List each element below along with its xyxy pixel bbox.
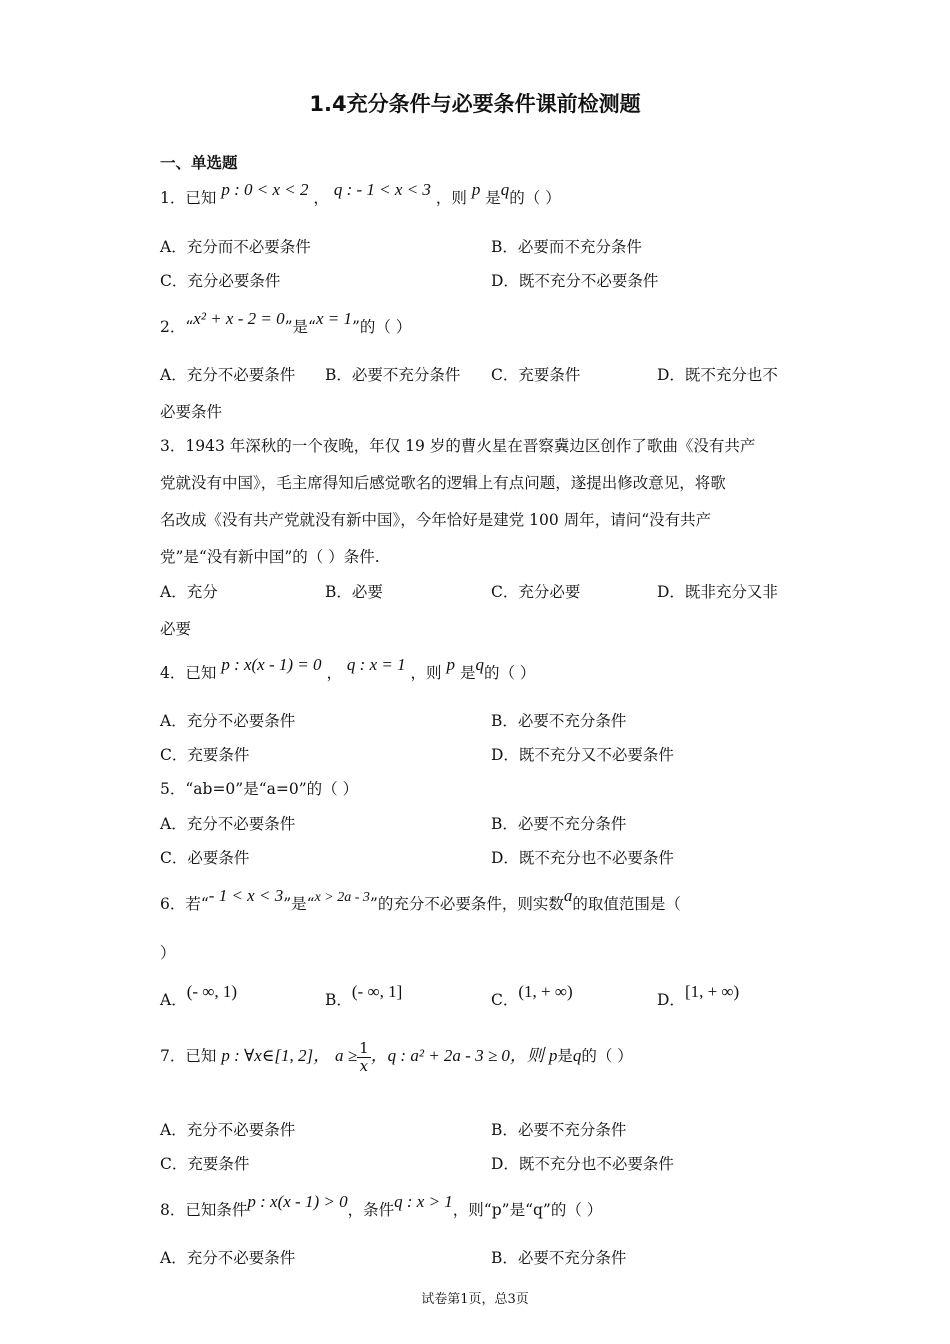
q6-a-expr: (- ∞, 1) — [186, 982, 238, 1001]
q6-a-label: A． — [160, 991, 187, 1009]
q1-sep: ， — [313, 189, 329, 207]
q6-expr1: - 1 < x < 3 — [208, 886, 284, 905]
q1-qv: q — [500, 180, 510, 199]
q6-b-label: B． — [325, 991, 352, 1009]
q7-ineq: a ≥ — [335, 1046, 358, 1065]
q3-option-a[interactable]: A．充分 — [160, 583, 218, 601]
q7-qv: q — [572, 1046, 582, 1065]
q1-mid: ，则 — [435, 189, 467, 207]
q1-option-b[interactable]: B．必要而不充分条件 — [491, 238, 642, 256]
q6-option-a[interactable] — [160, 982, 238, 1010]
q7-option-a[interactable]: A．充分不必要条件 — [160, 1121, 296, 1139]
q5-option-c[interactable]: C．必要条件 — [160, 849, 250, 867]
q1-stem: 1．已知 — [160, 189, 217, 207]
question-2 — [160, 309, 412, 337]
q2-expr1: x² + x - 2 = 0 — [193, 309, 285, 328]
q2-expr2: x = 1 — [315, 309, 352, 328]
q7-fraction — [357, 1040, 371, 1074]
q3-line-1: 3．1943 年深秋的一个夜晚，年仅 19 岁的曹火星在晋察冀边区创作了歌曲《没有共产 — [160, 437, 756, 455]
q8-q-expr: q : x > 1 — [394, 1192, 453, 1211]
q7-q-expr: ，q : a² + 2a - 3 ≥ 0，则 — [370, 1046, 544, 1065]
q1-option-a[interactable]: A．充分而不必要条件 — [160, 238, 311, 256]
q3-option-c[interactable]: C．充分必要 — [491, 583, 581, 601]
q3-option-d[interactable]: D．既非充分又非 — [657, 583, 778, 601]
q7-is: 是 — [557, 1047, 573, 1065]
q2-option-c[interactable]: C．充要条件 — [491, 366, 581, 384]
q1-option-c[interactable]: C．充分必要条件 — [160, 272, 281, 290]
q1-tail: 的（ ） — [509, 189, 561, 207]
q4-p-expr: p : x(x - 1) = 0 — [221, 655, 322, 674]
q6-c-label: C． — [491, 991, 519, 1009]
q2-option-a[interactable]: A．充分不必要条件 — [160, 366, 296, 384]
q7-option-b[interactable]: B．必要不充分条件 — [491, 1121, 627, 1139]
q7-stem: 7．已知 — [160, 1047, 217, 1065]
q1-is: 是 — [485, 189, 501, 207]
q2-option-d[interactable]: D．既不充分也不 — [657, 366, 778, 384]
question-4 — [160, 655, 536, 683]
q7-option-d[interactable]: D．既不充分也不必要条件 — [491, 1155, 674, 1173]
q2-tail: ”的（ ） — [351, 318, 412, 336]
q8-option-a[interactable]: A．充分不必要条件 — [160, 1249, 296, 1267]
q4-sep: ， — [326, 664, 342, 682]
q6-option-c[interactable] — [491, 982, 573, 1010]
q6-tail: 的取值范围是（ — [572, 895, 681, 913]
q7-option-c[interactable]: C．充要条件 — [160, 1155, 250, 1173]
q3-line-4: 党”是“没有新中国”的（ ）条件. — [160, 548, 380, 566]
q2-is: ”是“ — [284, 318, 316, 336]
q1-option-d[interactable]: D．既不充分不必要条件 — [491, 272, 659, 290]
q1-p-expr: p : 0 < x < 2 — [221, 180, 309, 199]
q8-option-b[interactable]: B．必要不充分条件 — [491, 1249, 627, 1267]
question-5: 5．“ab=0”是“a=0”的（ ） — [160, 780, 359, 798]
q5-option-a[interactable]: A．充分不必要条件 — [160, 815, 296, 833]
q6-b-expr: (- ∞, 1] — [351, 982, 403, 1001]
q3-option-b[interactable]: B．必要 — [325, 583, 383, 601]
question-6 — [160, 886, 681, 914]
q7-pv: p — [548, 1046, 558, 1065]
q6-d-label: D． — [657, 991, 685, 1009]
q7-p-expr: p : ∀x∈[1, 2]， — [221, 1046, 331, 1065]
q7-frac-num: 1 — [359, 1039, 369, 1057]
q4-qv: q — [475, 655, 484, 674]
question-8 — [160, 1192, 603, 1220]
page-title: 1.4充分条件与必要条件课前检测题 — [309, 92, 641, 116]
q6-stem-cont: ） — [160, 944, 176, 962]
q8-stem: 8．已知条件 — [160, 1201, 248, 1219]
q4-is: 是 — [459, 664, 476, 682]
q5-option-d[interactable]: D．既不充分也不必要条件 — [491, 849, 674, 867]
q4-q-expr: q : x = 1 — [346, 655, 406, 674]
q6-c-expr: (1, + ∞) — [518, 982, 573, 1001]
q4-option-d[interactable]: D．既不充分又不必要条件 — [491, 746, 674, 764]
q4-stem: 4．已知 — [160, 664, 217, 682]
q2-option-b[interactable]: B．必要不充分条件 — [325, 366, 461, 384]
q4-pv: p — [446, 655, 455, 674]
q6-stem: 6．若“ — [160, 895, 209, 913]
q7-tail: 的（ ） — [581, 1047, 633, 1065]
q6-av: a — [563, 886, 573, 905]
q3-line-2: 党就没有中国》，毛主席得知后感觉歌名的逻辑上有点问题，遂提出修改意见，将歌 — [160, 474, 726, 492]
q4-mid: ，则 — [410, 664, 442, 682]
q6-option-d[interactable] — [657, 982, 740, 1010]
question-7 — [160, 1040, 633, 1074]
q6-option-b[interactable] — [325, 982, 403, 1010]
q3-option-d-cont: 必要 — [160, 620, 192, 638]
q4-option-c[interactable]: C．充要条件 — [160, 746, 250, 764]
q1-pv: p — [471, 180, 481, 199]
q6-is: ”是“ — [283, 895, 315, 913]
q1-q-expr: q : - 1 < x < 3 — [333, 180, 431, 199]
q3-line-3: 名改成《没有共产党就没有新中国》，今年恰好是建党 100 周年，请问“没有共产 — [160, 511, 712, 529]
q8-tail: ，则“p”是“q”的（ ） — [452, 1201, 603, 1219]
q4-tail: 的（ ） — [483, 664, 536, 682]
q6-mid: ”的充分不必要条件，则实数 — [369, 895, 564, 913]
section-heading: 一、单选题 — [160, 154, 238, 172]
question-1 — [160, 180, 561, 208]
q4-option-b[interactable]: B．必要不充分条件 — [491, 712, 627, 730]
q2-stem: 2．“ — [160, 318, 194, 336]
q4-option-a[interactable]: A．充分不必要条件 — [160, 712, 296, 730]
q7-frac-den: x — [359, 1056, 369, 1075]
page-footer: 试卷第1页，总3页 — [421, 1292, 529, 1307]
q2-option-d-cont: 必要条件 — [160, 403, 223, 421]
q6-d-expr: [1, + ∞) — [684, 982, 740, 1001]
q8-mid: ，条件 — [347, 1201, 395, 1219]
q8-p-expr: p : x(x - 1) > 0 — [247, 1192, 348, 1211]
q6-expr2: x > 2a - 3 — [314, 890, 370, 905]
q5-option-b[interactable]: B．必要不充分条件 — [491, 815, 627, 833]
